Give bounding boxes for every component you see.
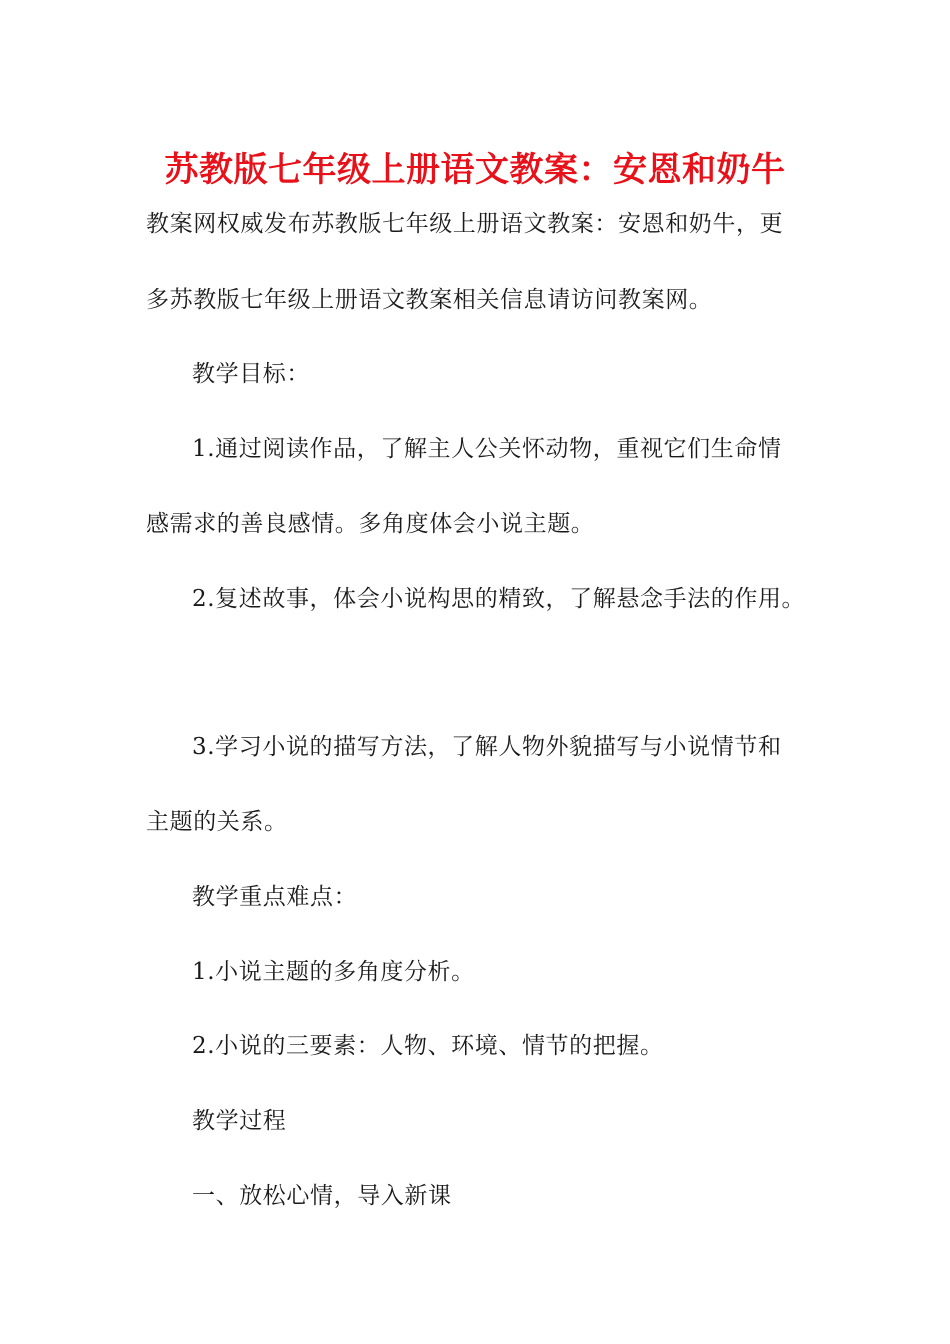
document-title: 苏教版七年级上册语文教案：安恩和奶牛 xyxy=(164,150,786,190)
subsection-heading: 一、放松心情，导入新课 xyxy=(192,1183,452,1209)
section-heading: 教学过程 xyxy=(192,1108,287,1134)
paragraph-line: 多苏教版七年级上册语文教案相关信息请访问教案网。 xyxy=(146,287,713,313)
paragraph-line: 教案网权威发布苏教版七年级上册语文教案：安恩和奶牛，更 xyxy=(146,211,784,237)
section-heading: 教学重点难点： xyxy=(192,884,358,910)
paragraph-line: 1.通过阅读作品，了解主人公关怀动物，重视它们生命情 xyxy=(192,436,782,462)
paragraph-line: 2.复述故事，体会小说构思的精致，了解悬念手法的作用。 xyxy=(192,586,806,612)
paragraph-line: 2.小说的三要素：人物、环境、情节的把握。 xyxy=(192,1033,664,1059)
paragraph-line: 1.小说主题的多角度分析。 xyxy=(192,959,475,985)
paragraph-line: 3.学习小说的描写方法，了解人物外貌描写与小说情节和 xyxy=(192,734,782,760)
paragraph-line: 主题的关系。 xyxy=(146,809,288,835)
section-heading: 教学目标： xyxy=(192,361,310,387)
paragraph-line: 感需求的善良感情。多角度体会小说主题。 xyxy=(146,511,595,537)
